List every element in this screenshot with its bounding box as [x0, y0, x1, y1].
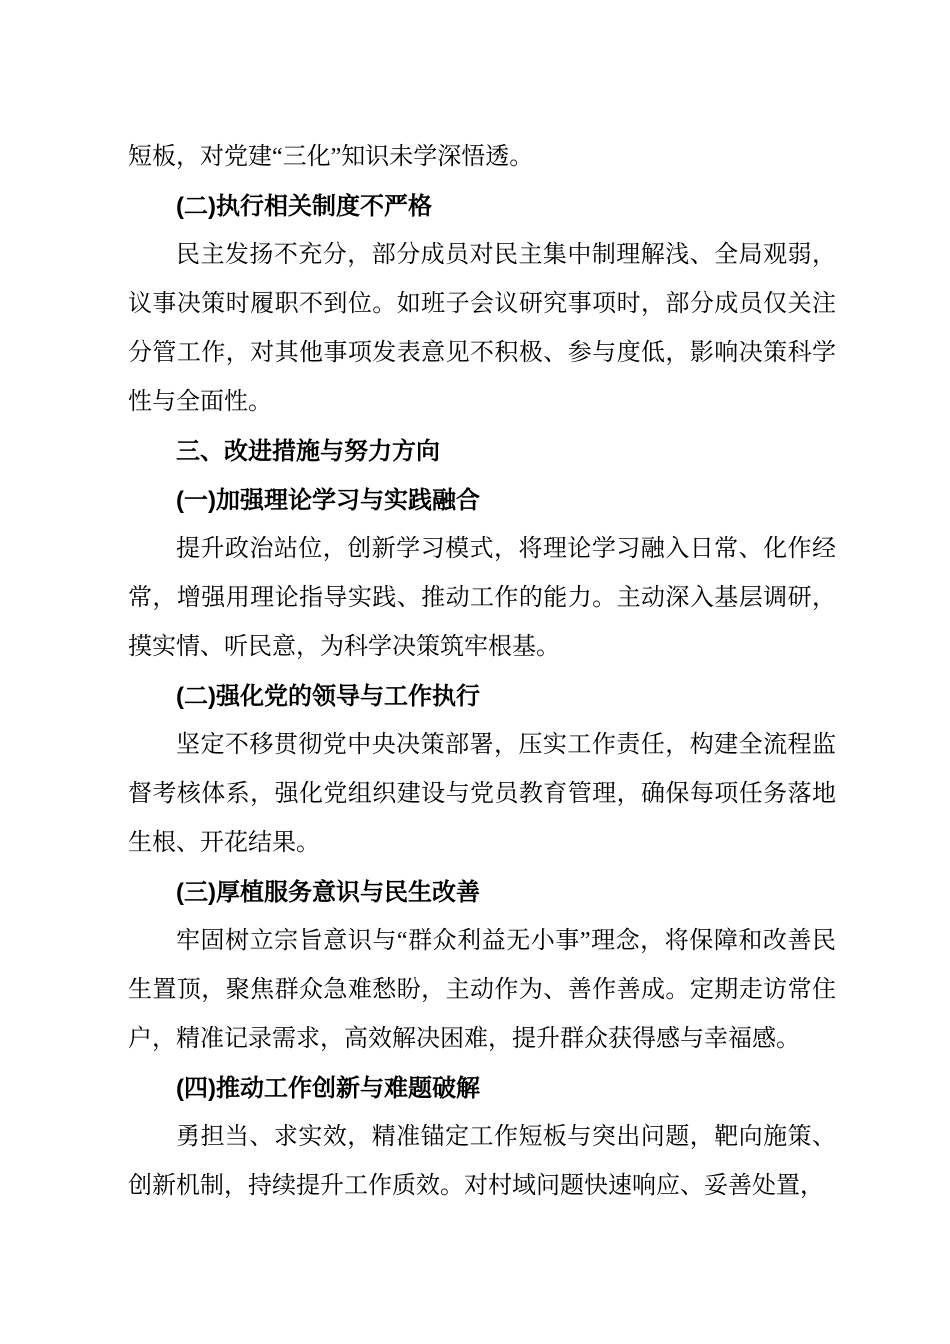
body-paragraph-theory-study: 提升政治站位，创新学习模式，将理论学习融入日常、化作经常，增强用理论指导实践、推动工作的能力。主动深入基层调研，摸实情、听民意，为科学决策筑牢根基。	[128, 536, 836, 660]
document-body	[128, 133, 836, 1211]
body-paragraph-party-leadership: 坚定不移贯彻党中央决策部署，压实工作责任，构建全流程监督考核体系，强化党组织建设与党员教育管理，确保每项任务落地生根、开花结果。	[128, 732, 836, 856]
subsection-heading-2-institutional-enforcement: (二)执行相关制度不严格	[176, 193, 432, 220]
subsection-heading-2-party-leadership: (二)强化党的领导与工作执行	[176, 683, 480, 710]
body-paragraph-work-innovation: 勇担当、求实效，精准锚定工作短板与突出问题，靶向施策、创新机制，持续提升工作质效。对村域问题快速响应、妥善处置，	[128, 1124, 836, 1199]
paragraph-continued-from-previous-page: 短板，对党建“三化”知识未学深悟透。	[128, 144, 534, 170]
subsection-heading-1-theory-study: (一)加强理论学习与实践融合	[176, 487, 480, 514]
body-paragraph-democratic-participation: 民主发扬不充分，部分成员对民主集中制理解浅、全局观弱，议事决策时履职不到位。如班子会议研究事项时，部分成员仅关注分管工作，对其他事项发表意见不积极、参与度低，影响决策科学性与全面性。	[128, 242, 836, 415]
subsection-heading-3-service-awareness: (三)厚植服务意识与民生改善	[176, 879, 480, 906]
body-paragraph-service-awareness: 牢固树立宗旨意识与“群众利益无小事”理念，将保障和改善民生置顶，聚焦群众急难愁盼，主动作为、善作善成。定期走访常住户，精准记录需求，高效解决困难，提升群众获得感与幸福感。	[128, 928, 836, 1052]
subsection-heading-4-work-innovation: (四)推动工作创新与难题破解	[176, 1075, 480, 1102]
section-heading-3-improvement-measures: 三、改进措施与努力方向	[176, 438, 440, 465]
